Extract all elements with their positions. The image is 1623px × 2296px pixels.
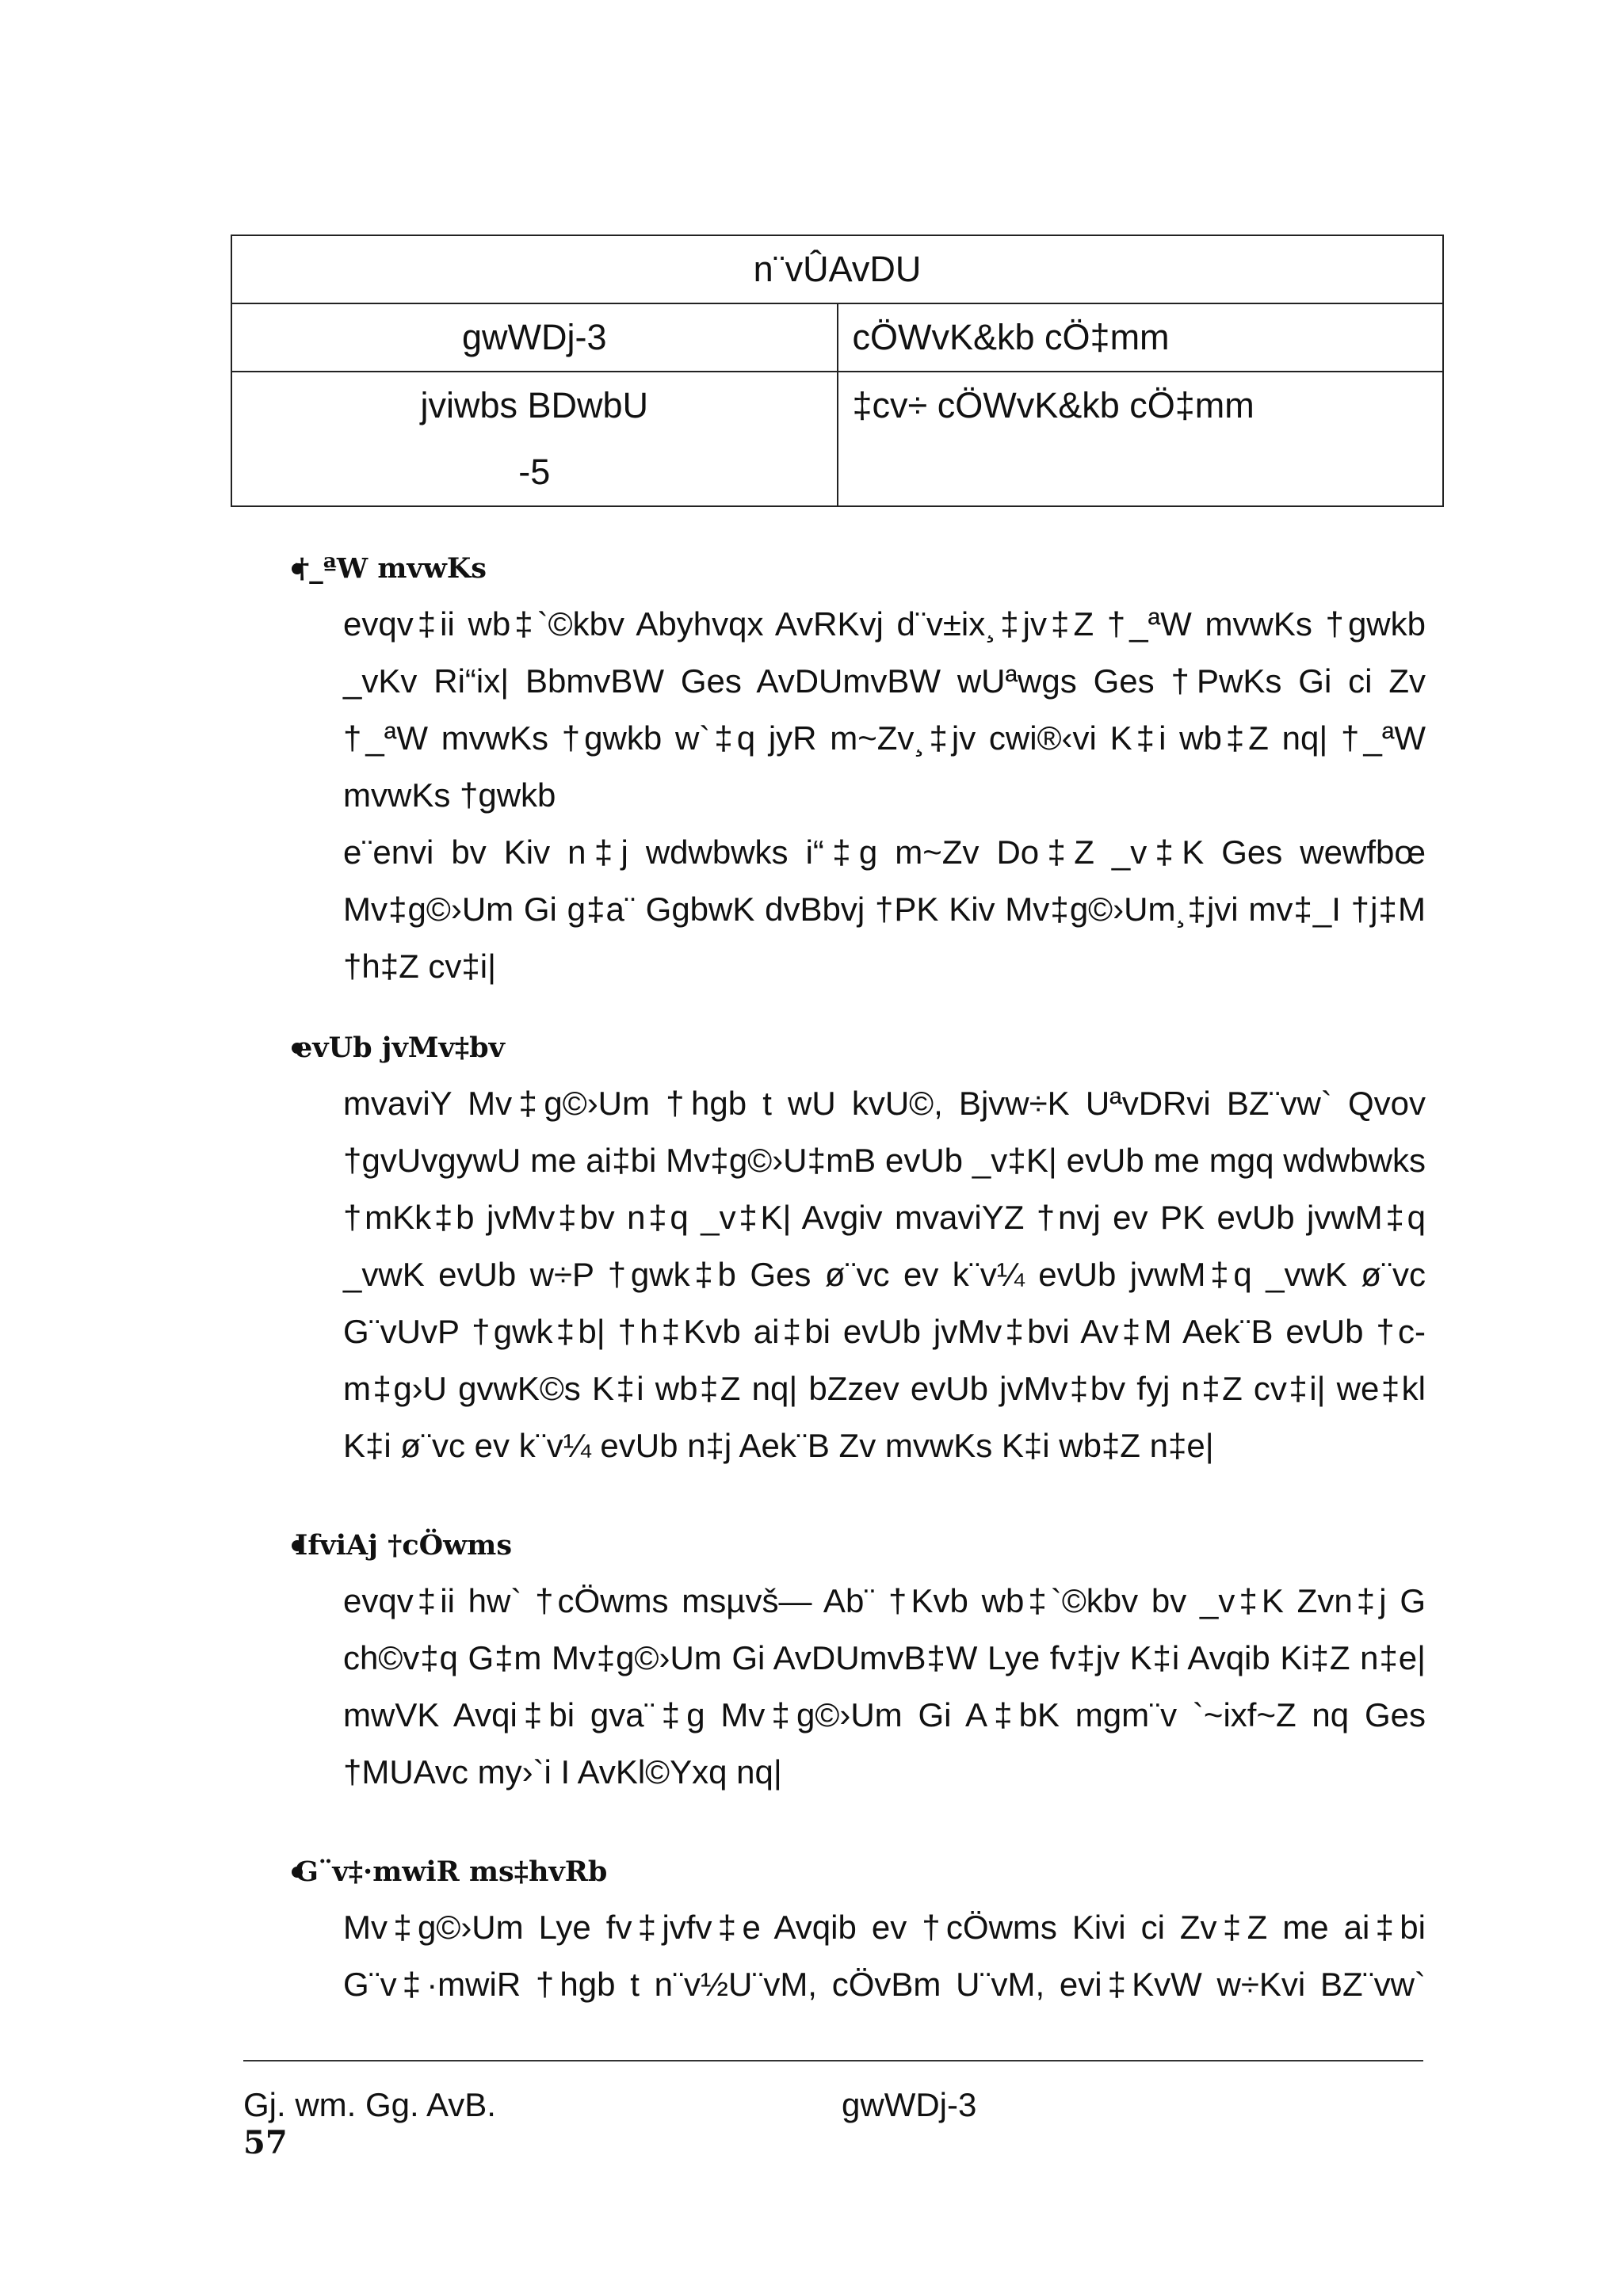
section-heading-4: G¨v‡·mwiR ms‡hvRb: [295, 1855, 608, 1888]
section-body-2: [343, 1075, 1426, 1474]
footer-divider: [243, 2060, 1423, 2061]
section-heading-3: IfviAj †cÖwms: [295, 1529, 513, 1562]
unit-title: ‡cv÷ cÖWvK&kb cÖ‡mm: [838, 372, 1444, 506]
paragraph: Mv‡g©›Um Lye fv‡jvfv‡e Avqib ev †cÖwms Kivi ci Zv‡Z me ai‡bi G¨v‡·mwiR †hgb t n¨v½U¨vM, cÖvBm U¨vM, evi‡KvW w÷Kvi BZ¨vw`: [343, 1909, 1426, 2003]
section-body-1: [343, 596, 1426, 995]
paragraph: evqv‡ii hw` †cÖwms msµvš— Ab¨ †Kvb wb‡`©kbv bv _v‡K Zvn‡j G ch©v‡q G‡m Mv‡g©›Um Gi AvDUmvB‡W Lye fv‡jv K‡i Avqib Ki‡Z n‡e| mwVK Avqi‡bi gva¨‡g Mv‡g©›Um Gi A‡bK mgm¨v `~ixf~Z nq Ges †MUAvc my›`i I AvKl©Yxq nq|: [343, 1582, 1426, 1791]
unit-label-line2: -5: [518, 452, 551, 492]
table-title: n¨vÛAvDU: [231, 235, 1443, 303]
page-number: 57: [243, 2124, 288, 2161]
module-title: cÖWvK&kb cÖ‡mm: [838, 303, 1444, 372]
section-body-3: [343, 1573, 1426, 1801]
unit-label: [231, 372, 838, 506]
footer-institution: Gj. wm. Gg. AvB.: [243, 2086, 496, 2123]
paragraph: mvaviY Mv‡g©›Um †hgb t wU kvU©, Bjvw÷K UªvDRvi BZ¨vw` Qvov †gvUvgywU me ai‡bi Mv‡g©›U‡mB evUb _v‡K| evUb me mgq wdwbwks †mKk‡b jvMv‡bv n‡q _v‡K| Avgiv mvaviYZ †nvj ev PK evUb jvwM‡q _vwK evUb w÷P †gwk‡b Ges ø¨vc ev k¨v¼ evUb jvwM‡q _vwK ø¨vc G¨vUvP †gwk‡b| †h‡Kvb ai‡bi evUb jvMv‡bvi Av‡M Aek¨B evUb †c-m‡g›U gvwK©s K‡i wb‡Z nq| bZzev evUb jvMv‡bv fyj n‡Z cv‡i| we‡kl K‡i ø¨vc ev k¨v¼ evUb n‡j Aek¨B Zv mvwKs K‡i wb‡Z n‡e|: [343, 1085, 1426, 1464]
module-label: gwWDj-3: [231, 303, 838, 372]
unit-label-line1: jviwbs BDwbU: [420, 385, 649, 425]
paragraph: evqv‡ii wb‡`©kbv Abyhvqx AvRKvj d¨v±ix¸‡jv‡Z †_ªW mvwKs †gwkb _vKv Ri“ix| BbmvBW Ges AvDUmvBW wUªwgs Ges †PwKs Gi ci Zv †_ªW mvwKs †gwkb w`‡q jyR m~Zv¸‡jv cwi®‹vi K‡i wb‡Z nq| †_ªW mvwKs †gwkb: [343, 605, 1426, 814]
module-header-table: [231, 235, 1444, 507]
section-body-4: [343, 1899, 1426, 2013]
section-heading-1: †_ªW mvwKs: [295, 552, 487, 585]
section-heading-2: evUb jvMv‡bv: [295, 1032, 505, 1064]
footer-module: gwWDj-3: [842, 2086, 977, 2123]
paragraph: e¨envi bv Kiv n‡j wdwbwks i“‡g m~Zv Do‡Z _v‡K Ges wewfbœ Mv‡g©›Um Gi g‡a¨ GgbwK dvBbvj †PK Kiv Mv‡g©›Um¸‡jvi mv‡_I †j‡M †h‡Z cv‡i|: [343, 833, 1426, 985]
